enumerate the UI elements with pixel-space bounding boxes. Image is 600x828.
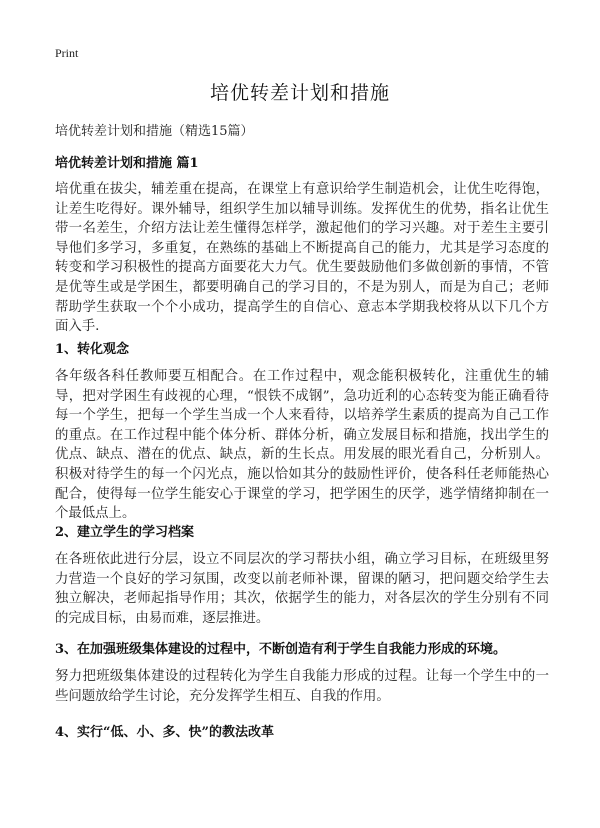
intro-paragraph: 培优重在拔尖，辅差重在提高，在课堂上有意识给学生制造机会，让优生吃得饱，让差生吃得好。课外辅导，组织学生加以辅导训练。发挥优生的优势，指名让优生带一名差生，介绍方法让差生懂得怎样学，激起他们的学习兴趣。对于差生主要引导他们多学习，多重复，在熟练的基础上不断提高自己的能力，尤其是学习态度的转变和学习积极性的提高方面要花大力气。优生要鼓励他们多做创新的事情，不管是优等生或是学困生，都要明确自己的学习目的，不是为别人，而是为自己；老师帮助学生获取一个个小成功，提高学生的自信心、意志本学期我校将从以下几个方面入手. [55,182,549,335]
section-body-2: 在各班依此进行分层，设立不同层次的学习帮扶小组，确立学习目标，在班级里努力营造一个良好的学习氛围，改变以前老师补课，留课的陋习，把问题交给学生去独立解决，老师起指导作用；其次，依据学生的能力，对各层次的学生分别有不同的完成目标，由易而难，逐层推进。 [55,552,549,626]
section-heading-3: 3、在加强班级集体建设的过程中，不断创造有利于学生自我能力形成的环境。 [55,642,507,657]
section-heading-4: 4、实行“低、小、多、快”的教法改革 [55,725,275,740]
article-heading: 培优转差计划和措施 篇1 [55,156,199,171]
section-heading-2: 2、建立学生的学习档案 [55,525,195,540]
page-title: 培优转差计划和措施 [209,82,390,104]
section-heading-1: 1、转化观念 [55,342,130,357]
document-subtitle: 培优转差计划和措施（精选15篇） [55,124,254,139]
print-link[interactable]: Print [55,46,79,60]
section-body-3: 努力把班级集体建设的过程转化为学生自我能力形成的过程。让每一个学生中的一些问题放给学生讨论，充分发挥学生相互、自我的作用。 [55,669,549,704]
section-body-1: 各年级各科任教师要互相配合。在工作过程中，观念能积极转化，注重优生的辅导，把对学困生有歧视的心理，“恨铁不成钢”，急功近利的心态转变为能正确看待每一个学生，把每一个学生当成一个人来看待，以培养学生素质的提高为自己工作的重点。在工作过程中能个体分析、群体分析，确立发展目标和措施，找出学生的优点、缺点、潜在的优点、缺点，新的生长点。用发展的眼光看自己，分析别人。积极对待学生的每一个闪光点，施以恰如其分的鼓励性评价，使各科任老师能热心配合，使得每一位学生能安心于课堂的学习，把学困生的厌学，逃学情绪抑制在一个最低点上。 [55,369,549,522]
